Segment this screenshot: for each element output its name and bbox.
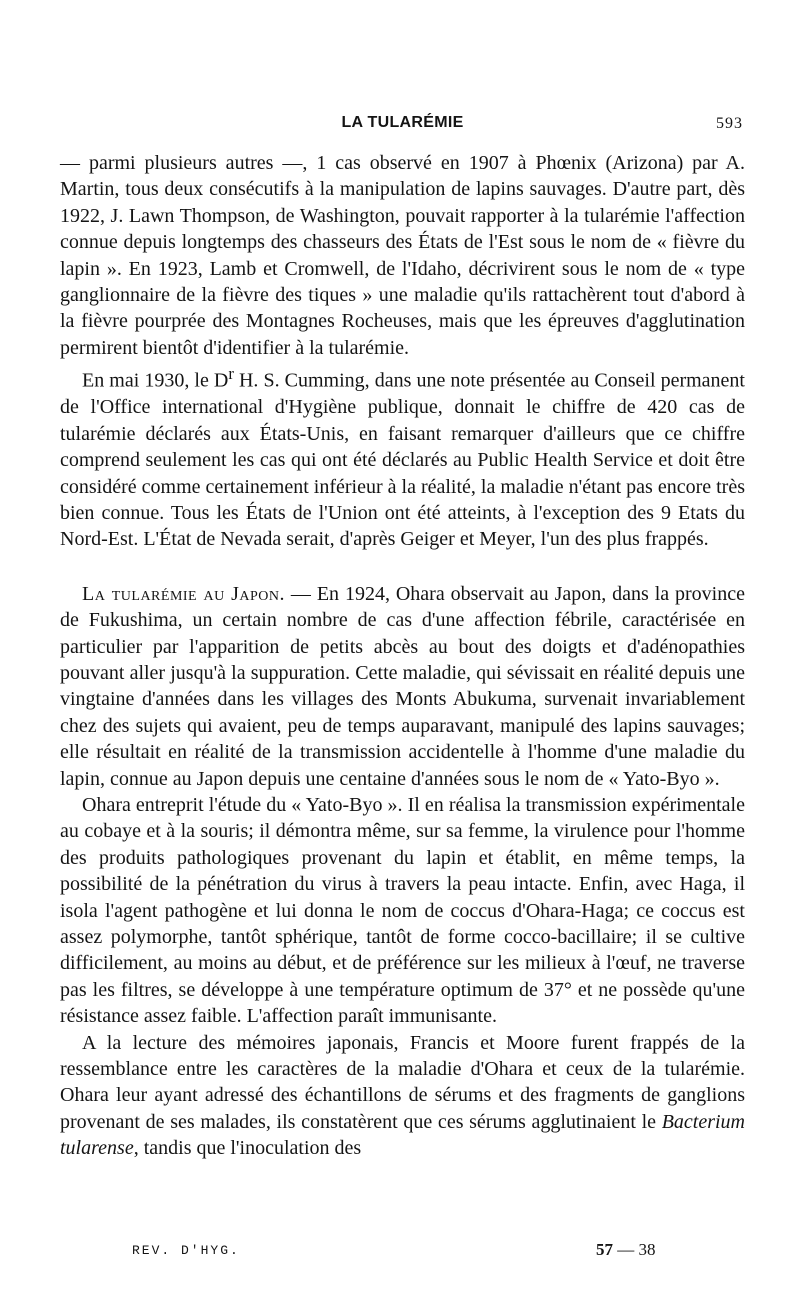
running-title: LA TULARÉMIE: [341, 114, 464, 131]
paragraph-5: [60, 1030, 745, 1162]
section-heading: La tularémie au Japon.: [82, 582, 286, 605]
body-text: [60, 150, 745, 1162]
document-page: [60, 0, 745, 1304]
paragraph-2-text-end: H. S. Cumming, dans une note présentée au Conseil permanent de l'Office international d'Hygiène publique, donnait le chiffre de 420 cas de tularémie déclarés aux États-Unis, en faisant remarquer d'ailleurs que ce chiffre comprend seulement les cas qui ont été déclarés au Public Health Service et doit être considéré comme certainement inférieur à la réalité, la maladie n'étant pas encore très bien connue. Tous les États de l'Union ont été atteints, à l'exception des 9 Etats du Nord-Est. L'État de Nevada serait, d'après Geiger et Meyer, l'un des plus frappés.: [60, 369, 745, 551]
sheet-number: 38: [638, 1240, 656, 1259]
doctor-abbreviation-superscript: r: [228, 364, 234, 384]
paragraph-3: [60, 581, 745, 792]
paragraph-2: [60, 361, 745, 553]
paragraph-5-text-start: A la lecture des mémoires japonais, Francis et Moore furent frappés de la ressemblance entre les caractères de la maladie d'Ohara et ceux de la tularémie. Ohara leur ayant adressé des échantillons de sérums et des fragments de ganglions provenant de ses malades, ils constatèrent que ces sérums agglutinaient le: [60, 1031, 745, 1133]
paragraph-4: [60, 792, 745, 1030]
paragraph-1: [60, 150, 745, 361]
signature-separator: —: [613, 1240, 639, 1259]
paragraph-4-text: Ohara entreprit l'étude du « Yato-Byo ». Il en réalisa la transmission expérimentale au cobaye et à la souris; il démontra même, sur sa femme, la virulence pour l'homme des produits pathologiques provenant du lapin et établit, en même temps, la possibilité de la pénétration du virus à travers la peau intacte. Enfin, avec Haga, il isola l'agent pathogène et lui donna le nom de coccus d'Ohara-Haga; ce coccus est assez polymorphe, tantôt sphérique, tantôt de forme cocco-bacillaire; il se cultive difficilement, au moins au début, et de préférence sur les milieux à l'œuf, ne traverse pas les filtres, se développe à une température optimum de 37° et ne possède qu'une résistance assez faible. L'affection paraît immunisante.: [60, 794, 745, 1028]
journal-abbreviation: REV. D'HYG.: [132, 1243, 240, 1258]
bacterium-name: Bacterium tularense: [60, 1110, 745, 1160]
running-head: [60, 114, 745, 138]
page-footer: [60, 1240, 745, 1264]
paragraph-5-text-end: , tandis que l'inoculation des: [133, 1137, 362, 1160]
page-number: 593: [716, 115, 743, 132]
paragraph-3-text: — En 1924, Ohara observait au Japon, dans la province de Fukushima, un certain nombre de cas d'une affection fébrile, caractérisée en particulier par l'apparition de petits abcès au bout des doigts et d'adénopathies pouvant aller jusqu'à la suppuration. Cette maladie, qui sévissait en réalité depuis une vingtaine d'années dans les villages des Monts Abukuma, survenait invariablement chez des sujets qui avaient, peu de temps auparavant, manipulé des lapins sauvages; elle résultait en réalité de la transmission accidentelle à l'homme d'une maladie du lapin, connue au Japon depuis une centaine d'années sous le nom de « Yato-Byo ».: [60, 582, 745, 790]
signature-mark: [596, 1240, 656, 1260]
paragraph-1-text: — parmi plusieurs autres —, 1 cas observé en 1907 à Phœnix (Arizona) par A. Martin, tous deux consécutifs à la manipulation de lapins sauvages. D'autre part, dès 1922, J. Lawn Thompson, de Washington, pouvait rapporter à la tularémie l'affection connue depuis longtemps des chasseurs des États de l'Est sous le nom de « fièvre du lapin ». En 1923, Lamb et Cromwell, de l'Idaho, décrivirent sous le nom de « type ganglionnaire de la fièvre des tiques » une maladie qu'ils rattachèrent tout d'abord à la fièvre pourprée des Montagnes Rocheuses, mais que les épreuves d'agglutination permirent bientôt d'identifier à la tularémie.: [60, 152, 745, 359]
signature-number: 57: [596, 1240, 613, 1259]
paragraph-2-text-start: En mai 1930, le D: [82, 369, 229, 392]
